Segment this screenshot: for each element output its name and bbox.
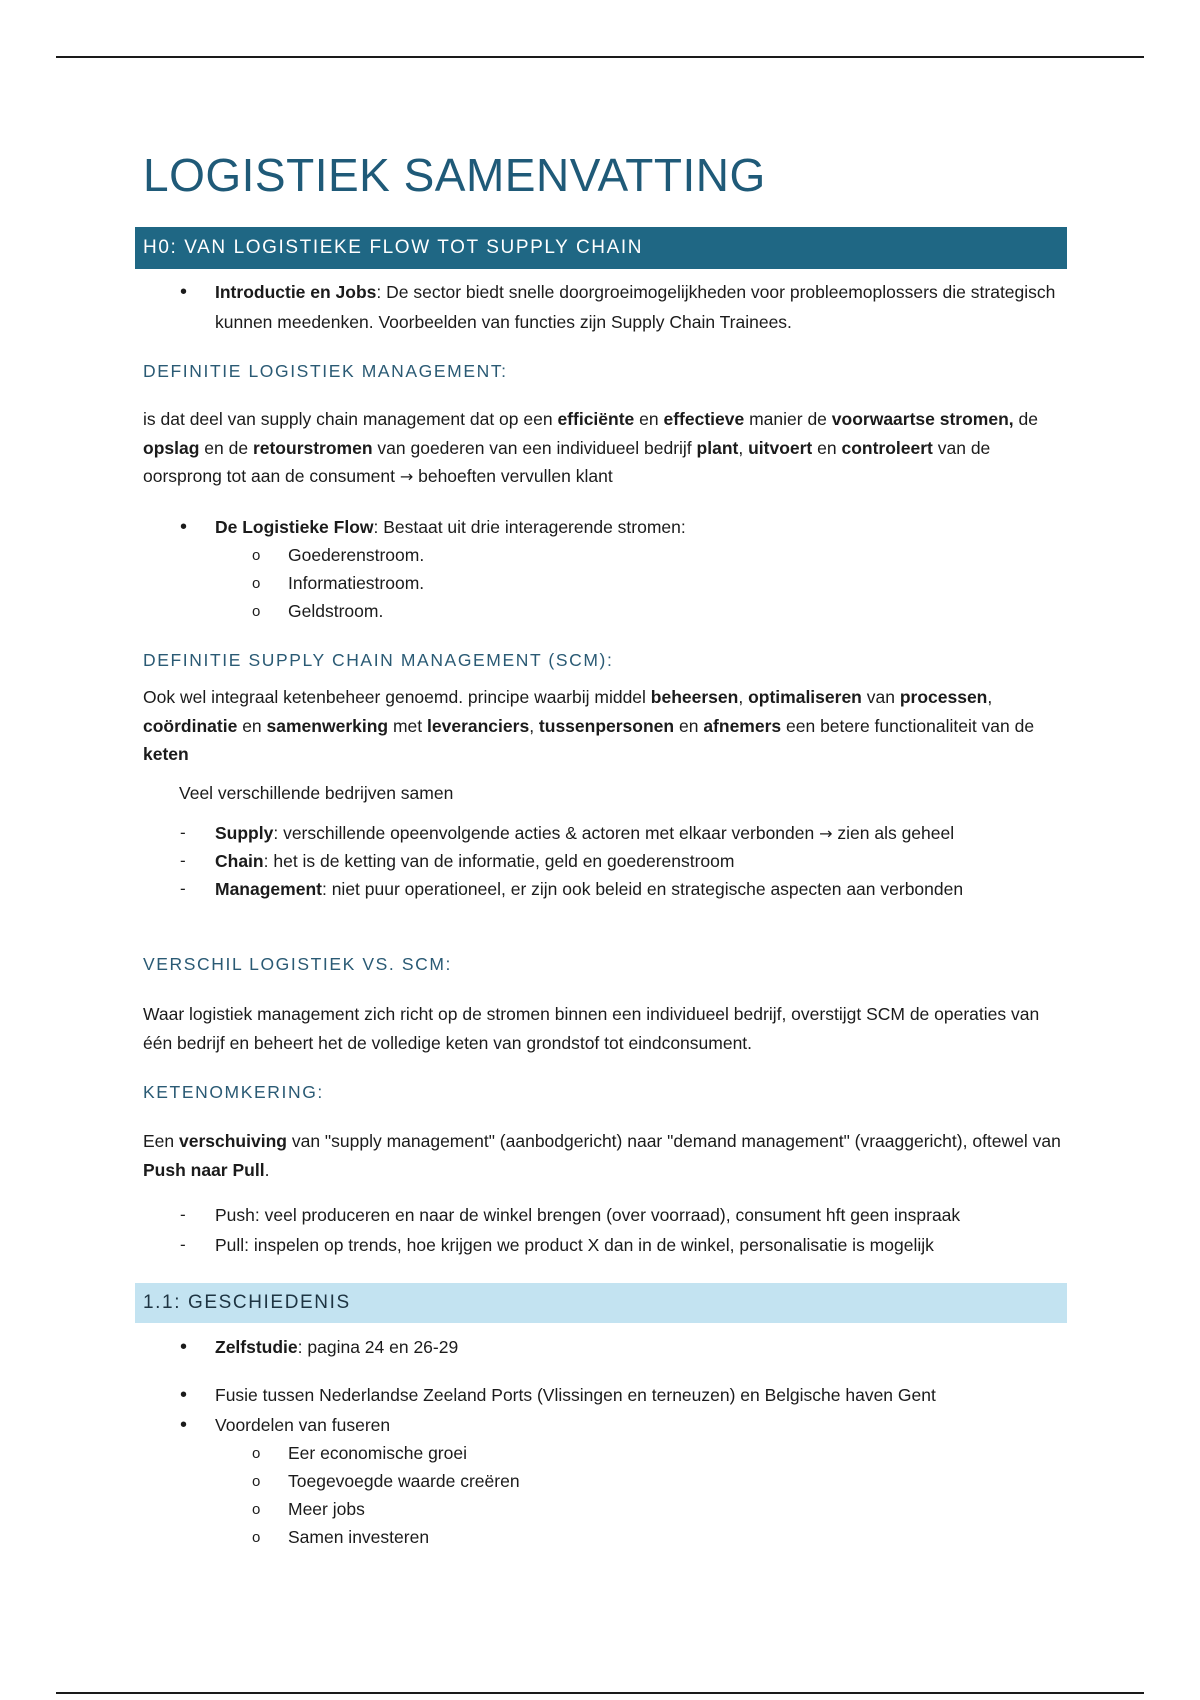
flow-subitem: Geldstroom. <box>288 601 384 621</box>
circle-bullet-icon <box>252 568 272 599</box>
bullet-icon <box>180 1380 200 1411</box>
intro-item: Introductie en Jobs: De sector biedt snelle doorgroeimogelijkheden voor probleemoplossers die strategisch kunnen meedenken. Voorbeelden van functies zijn Supply Chain Trainees. <box>215 282 1056 332</box>
dash-bullet-icon <box>180 1230 200 1260</box>
definitie-logistiek-text: is dat deel van supply chain management dat op een efficiënte en effectieve manier de voorwaartse stromen, de opslag en de retourstromen van goederen van een individueel bedrijf plant, uitvoert en controleert van de oorsprong tot aan de consument → behoeften vervullen klant <box>143 409 1038 486</box>
chain-item: Chain: het is de ketting van de informatie, geld en goederenstroom <box>215 851 735 871</box>
heading-definitie-scm: DEFINITIE SUPPLY CHAIN MANAGEMENT (SCM): <box>143 650 614 670</box>
bottom-rule <box>56 1692 1144 1694</box>
definitie-scm-text: Ook wel integraal ketenbeheer genoemd. principe waarbij middel beheersen, optimaliseren van processen, coördinatie en samenwerking met leveranciers, tussenpersonen en afnemers een betere functionaliteit van de keten <box>143 687 1035 764</box>
bullet-icon <box>180 1410 200 1441</box>
voordeel-subitem: Toegevoegde waarde creëren <box>288 1471 520 1491</box>
fusie-item: Fusie tussen Nederlandse Zeeland Ports (Vlissingen en terneuzen) en Belgische haven Gent <box>215 1385 936 1405</box>
heading-verschil: VERSCHIL LOGISTIEK VS. SCM: <box>143 954 453 974</box>
heading-definitie-logistiek: DEFINITIE LOGISTIEK MANAGEMENT: <box>143 361 508 381</box>
circle-bullet-icon <box>252 1522 272 1553</box>
bullet-icon <box>180 1332 200 1363</box>
circle-bullet-icon <box>252 1438 272 1469</box>
dash-bullet-icon <box>180 818 200 848</box>
voordeel-subitem: Meer jobs <box>288 1499 365 1519</box>
verschil-text: Waar logistiek management zich richt op de stromen binnen een individueel bedrijf, overstijgt SCM de operaties van één bedrijf en beheert het de volledige keten van grondstof tot eindconsument. <box>143 1004 1040 1053</box>
heading-1-1: 1.1: GESCHIEDENIS <box>135 1283 1067 1323</box>
circle-bullet-icon <box>252 596 272 627</box>
voordelen-item: Voordelen van fuseren <box>215 1415 391 1435</box>
flow-item: De Logistieke Flow: Bestaat uit drie interagerende stromen: <box>215 517 686 537</box>
supply-item: Supply: verschillende opeenvolgende acties & actoren met elkaar verbonden → zien als geheel <box>215 823 955 843</box>
management-item: Management: niet puur operationeel, er zijn ook beleid en strategische aspecten aan verbonden <box>215 879 964 899</box>
bullet-icon <box>180 512 200 543</box>
zelfstudie-item: Zelfstudie: pagina 24 en 26-29 <box>215 1337 459 1357</box>
circle-bullet-icon <box>252 1494 272 1525</box>
dash-bullet-icon <box>180 1200 200 1230</box>
voordeel-subitem: Samen investeren <box>288 1527 430 1547</box>
heading-h0: H0: VAN LOGISTIEKE FLOW TOT SUPPLY CHAIN <box>135 227 1067 269</box>
arrow-right-icon: → <box>819 824 833 843</box>
push-item: Push: veel produceren en naar de winkel brengen (over voorraad), consument hft geen inspraak <box>215 1205 961 1225</box>
dash-bullet-icon <box>180 874 200 904</box>
arrow-right-icon: → <box>399 467 414 486</box>
document-title: LOGISTIEK SAMENVATTING <box>143 149 766 201</box>
dash-bullet-icon <box>180 846 200 876</box>
flow-subitem: Informatiestroom. <box>288 573 425 593</box>
pull-item: Pull: inspelen op trends, hoe krijgen we product X dan in de winkel, personalisatie is mogelijk <box>215 1235 934 1255</box>
circle-bullet-icon <box>252 1466 272 1497</box>
top-rule <box>56 56 1144 58</box>
ketenomkering-text: Een verschuiving van "supply management" (aanbodgericht) naar "demand management" (vraaggericht), oftewel van Push naar Pull. <box>143 1131 1061 1180</box>
scm-note: Veel verschillende bedrijven samen <box>179 783 454 803</box>
bullet-icon <box>180 277 200 308</box>
voordeel-subitem: Eer economische groei <box>288 1443 467 1463</box>
heading-ketenomkering: KETENOMKERING: <box>143 1082 324 1102</box>
circle-bullet-icon <box>252 540 272 571</box>
flow-subitem: Goederenstroom. <box>288 545 425 565</box>
